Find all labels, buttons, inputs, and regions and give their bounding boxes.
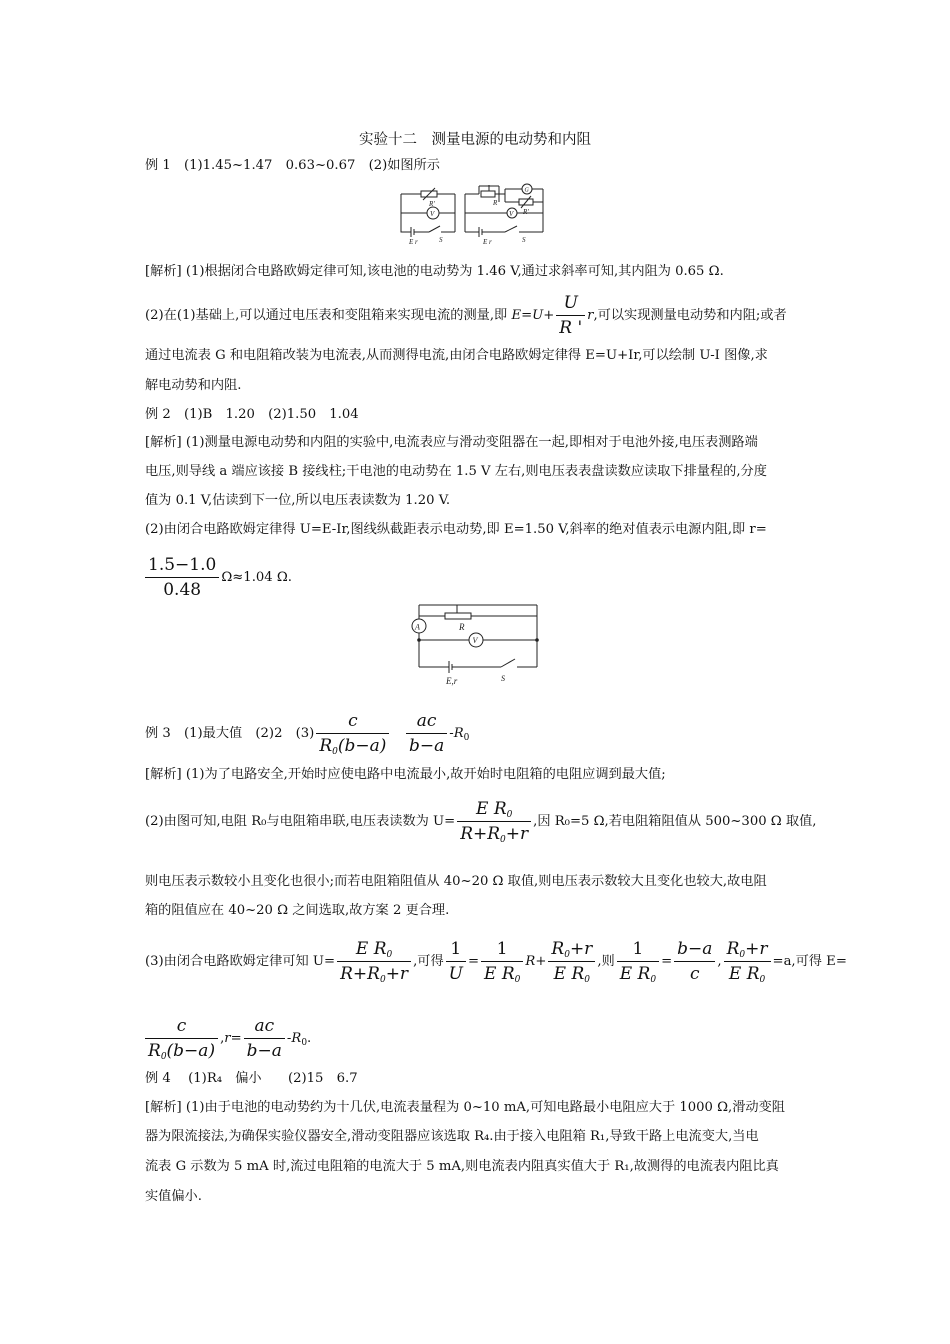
ex2-jiexi-3: 值为 0.1 V,估读到下一位,所以电压表读数为 1.20 V. xyxy=(145,493,451,508)
circuit-diagram-2 xyxy=(405,600,545,688)
label-r-2: R xyxy=(459,622,465,632)
label-s-3: S xyxy=(501,674,505,683)
ex3-jiexi-1: [解析] (1)为了电路安全,开始时应使电路中电流最小,故开始时电阻箱的电阻应调到最大值; xyxy=(145,767,666,782)
ex4-answer: 例 4 (1)R₄ 偏小 (2)15 6.7 xyxy=(145,1071,358,1086)
ex2-jiexi-4: (2)由闭合电路欧姆定律得 U=E-Ir,图线纵截距表示电动势,即 E=1.50 V,斜率的绝对值表示电源内阻,即 r= xyxy=(145,522,767,537)
ex4-jiexi-4: 实值偏小. xyxy=(145,1189,202,1204)
label-s-2: S xyxy=(522,236,526,244)
circuit-diagram-1 xyxy=(395,180,550,248)
ex1-jiexi-3: 通过电流表 G 和电阻箱改装为电流表,从而测得电流,由闭合电路欧姆定律得 E=U+Ir,可以绘制 U-I 图像,求 xyxy=(145,348,768,363)
label-a: A xyxy=(415,622,420,632)
ex3-jiexi-4: 箱的阻值应在 40~20 Ω 之间选取,故方案 2 更合理. xyxy=(145,903,450,918)
ex3-jiexi-5: (3)由闭合电路欧姆定律可知 U= $\frac{E R_0}{R+R_0+r}$ ,可得 $\frac{1}{U}$ = $\frac{1}{E R_0}$ R+ $\frac{R_0+r}{E R_0}$ ,则 $\frac{1}{E R_0}$ = $\frac{b-a}{c}$ , $\frac{R_0+r}{E R_0}$ =a,可得 E= xyxy=(145,939,847,985)
label-v-3: V xyxy=(472,636,478,645)
ex2-jiexi-2: 电压,则导线 a 端应该接 B 接线柱;干电池的电动势在 1.5 V 左右,则电压表表盘读数应读取下排量程的,分度 xyxy=(145,464,767,479)
ex4-jiexi-3: 流表 G 示数为 5 mA 时,流过电阻箱的电流大于 5 mA,则电流表内阻真实值大于 R₁,故测得的电流表内阻比真 xyxy=(145,1159,779,1174)
ex4-jiexi-1: [解析] (1)由于电池的电动势约为十几伏,电流表量程为 0~10 mA,可知电路最小电阻应大于 1000 Ω,滑动变阻 xyxy=(145,1100,785,1115)
ex3-jiexi-3: 则电压表示数较小且变化也很小;而若电阻箱阻值从 40~20 Ω 取值,则电压表示数较大且变化也较大,故电阻 xyxy=(145,874,767,889)
ex2-formula: $\frac{1.5-1.0}{0.48}$ Ω≈1.04 Ω. xyxy=(145,553,292,602)
label-er: E r xyxy=(409,238,418,246)
label-s: S xyxy=(439,236,443,244)
ex1-jiexi-1: [解析] (1)根据闭合电路欧姆定律可知,该电池的电动势为 1.46 V,通过求斜率可知,其内阻为 0.65 Ω. xyxy=(145,264,724,279)
ex1-jiexi-2: (2)在(1)基础上,可以通过电压表和变阻箱来实现电流的测量,即 E=U+ $\frac{U}{R '}$ r,可以实现测量电动势和内阻;或者 xyxy=(145,293,787,338)
label-e-comma-r: E,r xyxy=(446,676,458,686)
ex3-jiexi-6: $\frac{c}{R_0(b-a)}$ ,r= $\frac{ac}{b-a}$ $-R_0$. xyxy=(145,1014,311,1063)
ex1-answer: 例 1 (1)1.45~1.47 0.63~0.67 (2)如图所示 xyxy=(145,158,440,173)
ex3-jiexi-2: (2)由图可知,电阻 R₀与电阻箱串联,电压表读数为 U= $\frac{E R_0}{R+R_0+r}$ ,因 R₀=5 Ω,若电阻箱阻值从 500~300 Ω 取值, xyxy=(145,799,817,845)
label-r: R xyxy=(493,199,498,207)
label-v: V xyxy=(430,210,435,218)
label-v-2: V xyxy=(509,210,514,218)
label-er-2: E r xyxy=(483,238,492,246)
ex2-jiexi-1: [解析] (1)测量电源电动势和内阻的实验中,电流表应与滑动变阻器在一起,即相对于电池外接,电压表测路端 xyxy=(145,435,758,450)
label-rprime: R' xyxy=(429,200,435,208)
ex1-jiexi-4: 解电动势和内阻. xyxy=(145,378,242,393)
ex4-jiexi-2: 器为限流接法,为确保实验仪器安全,滑动变阻器应该选取 R₄.由于接入电阻箱 R₁,导致干路上电流变大,当电 xyxy=(145,1129,759,1144)
page-title: 实验十二 测量电源的电动势和内阻 xyxy=(359,132,591,148)
ex2-answer: 例 2 (1)B 1.20 (2)1.50 1.04 xyxy=(145,407,359,422)
ex3-answer: 例 3 (1)最大值 (2)2 (3) $\frac{c}{R_0(b-a)}$ $\frac{ac}{b-a}$ $-R_0$ xyxy=(145,711,470,757)
label-g: G xyxy=(524,187,529,194)
label-rprime-2: R' xyxy=(523,208,529,216)
